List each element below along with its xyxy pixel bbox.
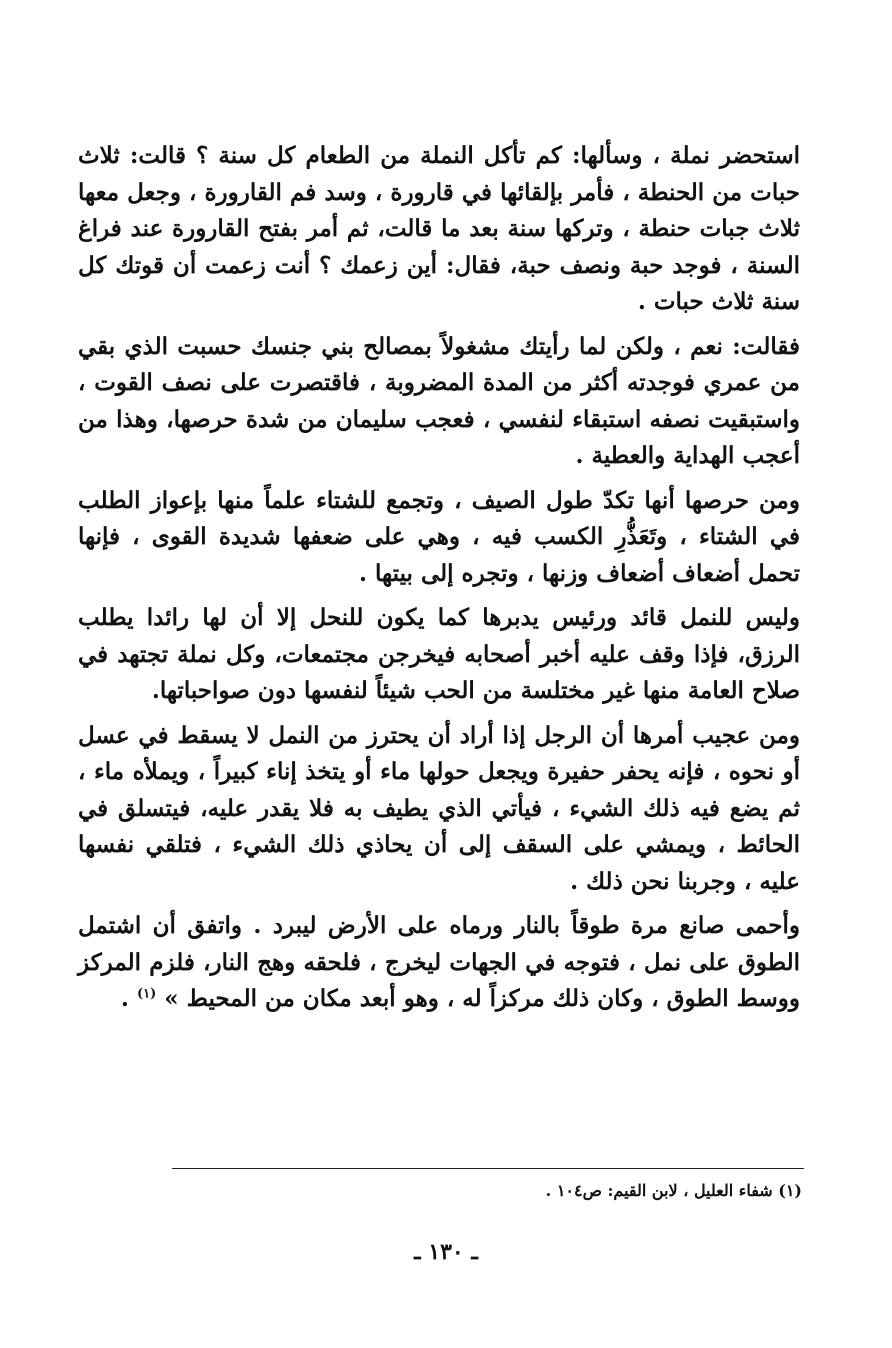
paragraph-6 [78, 908, 800, 1018]
footnote-reference: (١) [136, 986, 157, 1002]
page-number: ـ ١٣٠ ـ [414, 1239, 478, 1265]
main-text [78, 138, 800, 1026]
paragraph-4: وليس للنمل قائد ورئيس يدبرها كما يكون للنحل إلا أن لها رائدا يطلب الرزق، فإذا وقف عليه أخبر أصحابه فيخرجن مجتمعات، وكل نملة تجتهد في صلاح العامة منها غير مختلسة من الحب شيئاً لنفسها دون صواحباتها. [78, 604, 800, 704]
paragraph-3: ومن حرصها أنها تكدّ طول الصيف ، وتجمع للشتاء علماً منها بإعواز الطلب في الشتاء ، وتَعَذُّرِ الكسب فيه ، وهي على ضعفها شديدة القوى ، فإنها تحمل أضعاف أضعاف وزنها ، وتجره إلى بيتها . [78, 486, 800, 587]
paragraph-2: فقالت: نعم ، ولكن لما رأيتك مشغولاً بمصالح بني جنسك حسبت الذي بقي من عمري فوجدته أكثر من المدة المضروبة ، فاقتصرت على نصف القوت ، واستبقيت نصفه استبقاء لنفسي ، فعجب سليمان من شدة حرصها، وهذا من أعجب الهداية والعطية . [78, 332, 800, 469]
paragraph-6-text: وأحمى صانع مرة طوقاً بالنار ورماه على الأرض ليبرد . واتفق أن اشتمل الطوق على نمل ، فتوجه في الجهات ليخرج ، فلحقه وهج النار، فلزم المركز ووسط الطوق ، وكان ذلك مركزاً له ، وهو أبعد مكان من المحيط » [78, 912, 800, 1012]
footnote: (١) شفاء العليل ، لابن القيم: ص١٠٤ . [545, 1181, 802, 1200]
paragraph-5: ومن عجيب أمرها أن الرجل إذا أراد أن يحترز من النمل لا يسقط في عسل أو نحوه ، فإنه يحفر حفيرة ويجعل حولها ماء أو يتخذ إناء كبيراً ، ويملأه ماء ، ثم يضع فيه ذلك الشيء ، فيأتي الذي يطيف به فلا يقدر عليه، فيتسلق في الحائط ، ويمشي على السقف إلى أن يحاذي ذلك الشيء ، فتلقي نفسها عليه ، وجربنا نحن ذلك . [78, 721, 800, 895]
closing-period: . [120, 985, 129, 1012]
footnote-divider [172, 1168, 804, 1169]
paragraph-1: استحضر نملة ، وسألها: كم تأكل النملة من الطعام كل سنة ؟ قالت: ثلاث حبات من الحنطة ، فأمر بإلقائها في قارورة ، وسد فم القارورة ، وجعل معها ثلاث جبات حنطة ، وتركها سنة بعد ما قالت، ثم أمر بفتح القارورة عند فراغ السنة ، فوجد حبة ونصف حبة، فقال: أين زعمك ؟ أنت زعمت أن قوتك كل سنة ثلاث حبات . [78, 142, 800, 315]
